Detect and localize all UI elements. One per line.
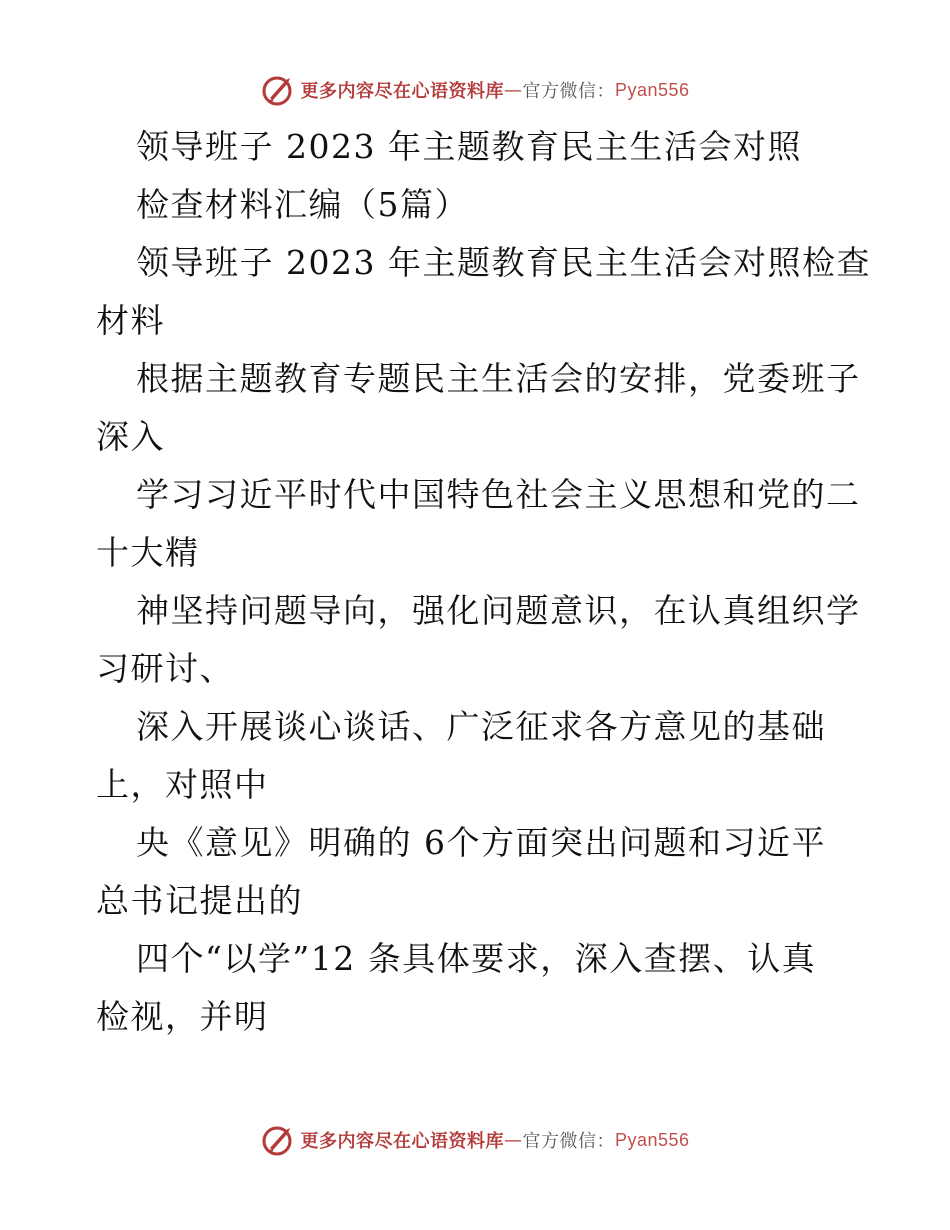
document-line: 检查材料汇编（5篇） [136, 185, 469, 224]
watermark-contact-label: 官方微信： [522, 81, 615, 102]
header-watermark [0, 70, 950, 110]
document-line: 央《意见》明确的 6个方面突出问题和习近平 [136, 823, 826, 862]
document-line: 学习习近平时代中国特色社会主义思想和党的二 [136, 475, 861, 514]
watermark-separator: — [503, 1129, 523, 1151]
document-line: 习研讨、 [96, 649, 234, 688]
watermark-main-text: 更多内容尽在心语资料库 [300, 1131, 504, 1152]
document-body [96, 118, 871, 1046]
document-line: 检视，并明 [96, 997, 269, 1036]
document-line: 领导班子 2023 年主题教育民主生活会对照检查 [136, 243, 871, 282]
watermark-separator: — [503, 79, 523, 101]
quill-pen-logo-icon [260, 1122, 296, 1158]
document-line: 上，对照中 [96, 765, 269, 804]
footer-watermark [0, 1120, 950, 1160]
document-line: 根据主题教育专题民主生活会的安排，党委班子 [136, 359, 861, 398]
document-line: 十大精 [96, 533, 200, 572]
watermark-main-text: 更多内容尽在心语资料库 [300, 81, 504, 102]
document-line: 深入开展谈心谈话、广泛征求各方意见的基础 [136, 707, 826, 746]
watermark-contact-id: Pyan556 [614, 1129, 690, 1150]
document-line: 领导班子 2023 年主题教育民主生活会对照 [136, 127, 802, 166]
quill-pen-logo-icon [260, 72, 296, 108]
document-line: 深入 [96, 417, 165, 456]
document-line: 总书记提出的 [96, 881, 303, 920]
document-line: 四个“以学”12 条具体要求，深入查摆、认真 [136, 939, 817, 978]
watermark-contact-id: Pyan556 [614, 79, 690, 100]
document-line: 神坚持问题导向，强化问题意识，在认真组织学 [136, 591, 861, 630]
document-line: 材料 [96, 301, 165, 340]
watermark-contact-label: 官方微信： [522, 1131, 615, 1152]
